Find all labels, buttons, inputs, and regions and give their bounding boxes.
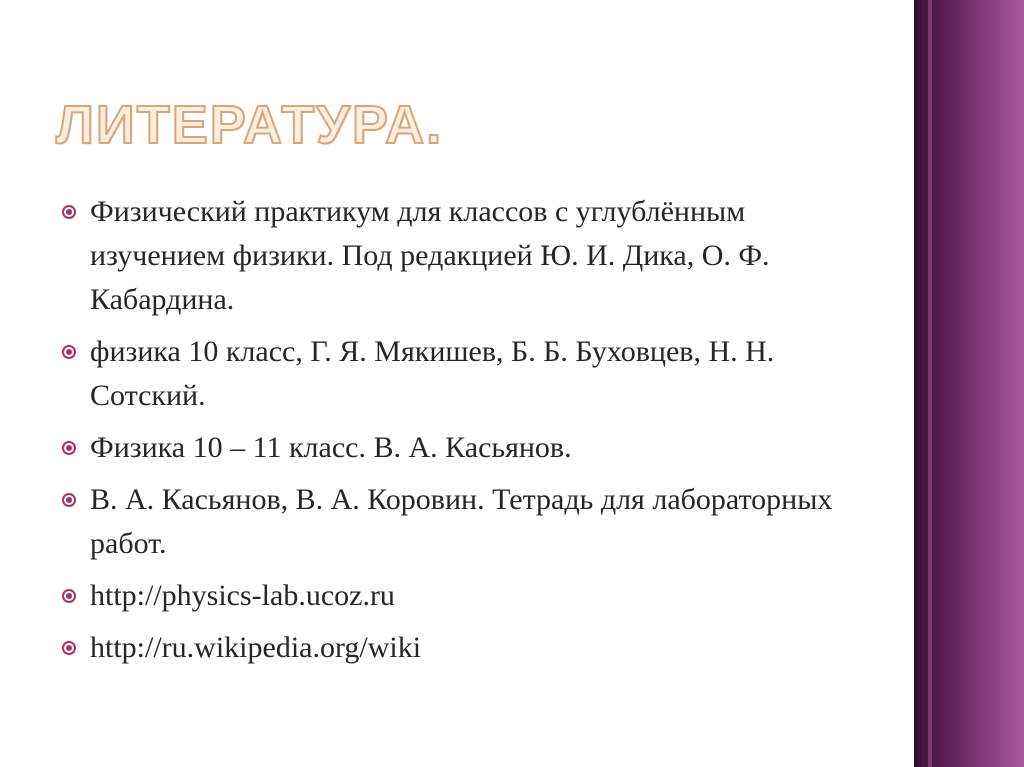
side-band-highlight [928, 0, 932, 767]
list-item-text: физика 10 класс, Г. Я. Мякишев, Б. Б. Буховцев, Н. Н. Сотский. [90, 335, 775, 412]
list-item-text: Физический практикум для классов с углублённым изучением физики. Под редакцией Ю. И. Дика, О. Ф. Кабардина. [90, 195, 770, 316]
list-item [62, 190, 862, 322]
decorative-side-band [914, 0, 1024, 767]
target-bullet-icon [62, 641, 76, 655]
target-bullet-icon [62, 441, 76, 455]
list-item-text: Физика 10 – 11 класс. В. А. Касьянов. [90, 431, 572, 464]
side-band-stripe [914, 0, 924, 767]
target-bullet-icon [62, 205, 76, 219]
list-item-link[interactable] [62, 574, 862, 618]
list-item [62, 426, 862, 470]
list-item [62, 330, 862, 418]
link-wikipedia[interactable]: http://ru.wikipedia.org/wiki [90, 631, 422, 664]
slide-title: ЛИТЕРАТУРА. [56, 95, 444, 155]
target-bullet-icon [62, 493, 76, 507]
reference-list [62, 190, 862, 678]
list-item-text: В. А. Касьянов, В. А. Коровин. Тетрадь для лабораторных работ. [90, 483, 833, 560]
target-bullet-icon [62, 345, 76, 359]
list-item-link[interactable] [62, 626, 862, 670]
link-physics-lab[interactable]: http://physics-lab.ucoz.ru [90, 579, 395, 612]
target-bullet-icon [62, 589, 76, 603]
list-item [62, 478, 862, 566]
